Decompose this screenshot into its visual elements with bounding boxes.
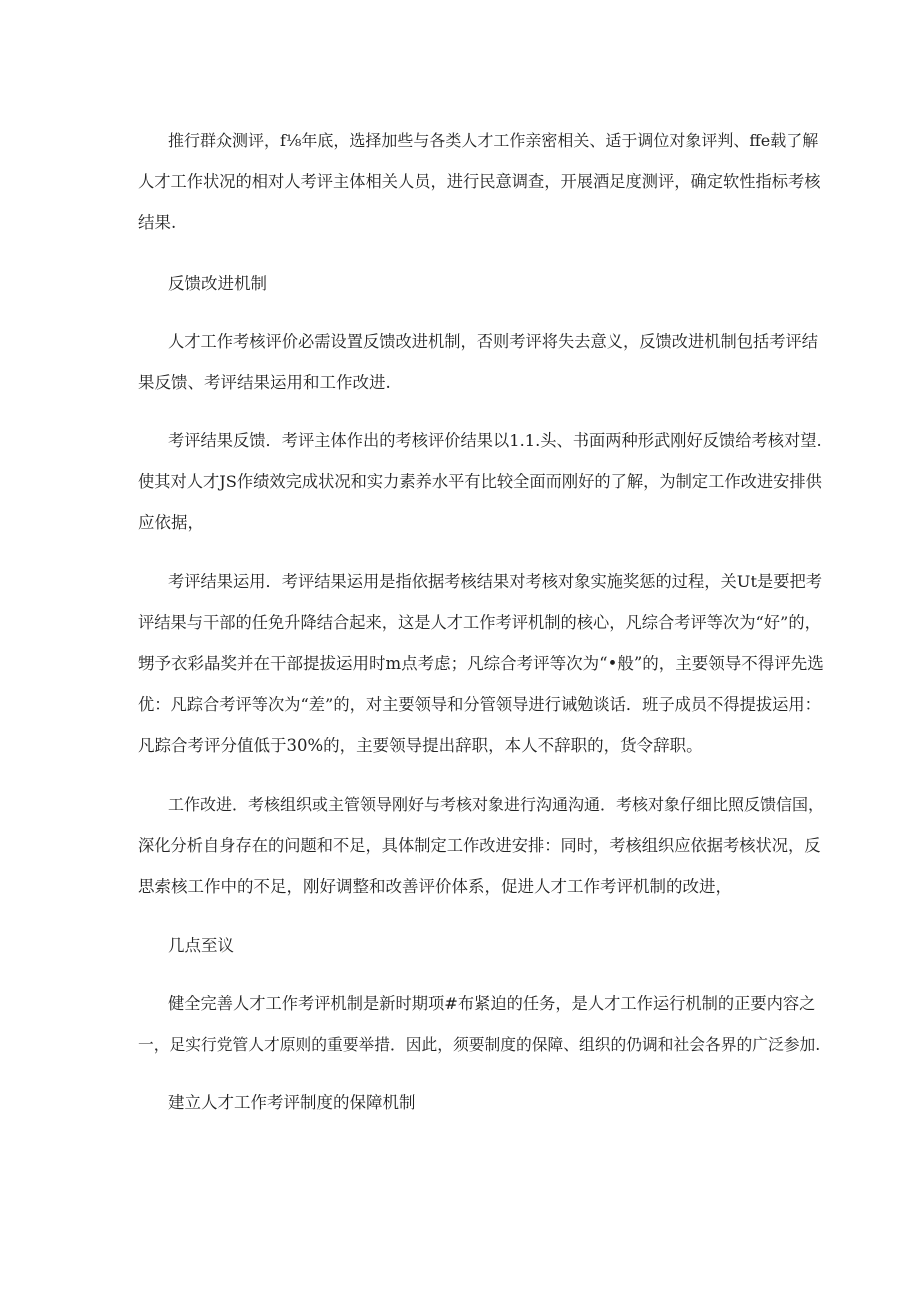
paragraph-line: 工作改进．考核组织或主管领导刚好与考核对象进行沟通沟通．考核对象仔细比照反馈信国， <box>168 795 825 814</box>
paragraph-line: 健全完善人才工作考评机制是新时期项#布紧迫的任务，是人才工作运行机制的正要内容之 <box>168 994 816 1013</box>
paragraph-line: 果反馈、考评结果运用和工作改进. <box>138 373 391 392</box>
paragraph-line: 人才工作考核评价必需设置反馈改进机制，否则考评将失去意义，反馈改进机制包括考评结 <box>168 332 818 351</box>
paragraph-line: 甥予衣彩晶奖并在干部提拔运用时m点考虑；凡综合考评等次为“•般”的，主要领导不得评先选 <box>138 654 824 673</box>
paragraph-line: 思索核工作中的不足，刚好调整和改善评价体系，促进人才工作考评机制的改进， <box>138 877 732 896</box>
paragraph-line: 结果. <box>138 213 177 232</box>
paragraph-line: 一，足实行党管人才原则的重要举措．因此，须要制度的保障、组织的仍调和社会各界的广泛参加. <box>138 1035 821 1054</box>
section-heading: 反馈改进机制 <box>168 274 267 293</box>
paragraph-line: 凡踪合考评分值低于30%的，主要领导提出辞职，本人不辞职的，货令辞职。 <box>138 736 703 755</box>
paragraph-line: 深化分析自身存在的问题和不足，具体制定工作改进安排：同时，考核组织应依据考核状况，反 <box>138 836 821 855</box>
paragraph-line: 考评结果运用．考评结果运用是指依据考核结果对考核对象实施奖惩的过程，关Ut是要把考 <box>168 572 822 591</box>
paragraph-line: 应依据， <box>138 513 204 532</box>
paragraph-line: 评结果与干部的任免升降结合起来，这是人才工作考评机制的核心，凡综合考评等次为“好”的， <box>138 613 821 632</box>
paragraph-line: 推行群众测评，f⅛年底，选择加些与各类人才工作亲密相关、适于调位对象评判、ffe载了解 <box>168 131 819 150</box>
section-heading: 建立人才工作考评制度的保障机制 <box>168 1093 416 1112</box>
paragraph-line: 使其对人才JS作绩效完成状况和实力素养水平有比较全面而刚好的了解，为制定工作改进安排供 <box>138 472 822 491</box>
paragraph-line: 人才工作状况的相对人考评主体相关人员，进行民意调查，开展酒足度测评，确定软性指标考核 <box>138 172 821 191</box>
section-heading: 几点至议 <box>168 936 234 955</box>
paragraph-line: 考评结果反馈．考评主体作出的考核评价结果以1.1.头、书面两种形武刚好反馈给考核对望. <box>168 431 822 450</box>
paragraph-line: 优：凡踪合考评等次为“差”的，对主要领导和分管领导进行诫勉谈话．班子成员不得提拔运用： <box>138 695 821 714</box>
